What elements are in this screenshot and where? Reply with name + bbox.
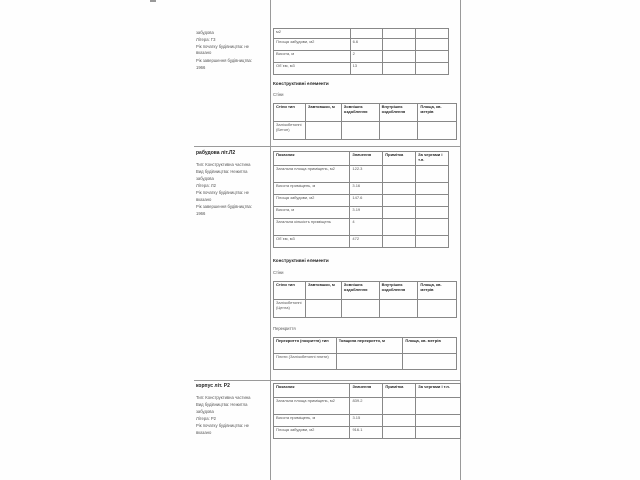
info-line: 1966 (196, 65, 206, 70)
table-header: Зовнішнє оздоблення (341, 104, 379, 122)
table-cell (336, 354, 403, 370)
info-line: Літера: Л2 (196, 183, 216, 188)
table-header: Товщина перекриття, м (336, 338, 403, 354)
table-cell (305, 300, 341, 318)
walls-label: Стіни (273, 270, 284, 275)
table-cell (418, 122, 457, 140)
table-header: Площа, кв. метрів (418, 104, 457, 122)
floors-label: Перекриття (273, 326, 296, 331)
table-cell: 916.1 (350, 427, 383, 439)
table-header: Значення (350, 152, 383, 166)
table-header: Зовнішнє оздоблення (341, 282, 379, 300)
table-cell: 6.6 (350, 39, 383, 51)
table-cell (379, 122, 418, 140)
sec2-walls-table (273, 281, 457, 318)
table-cell (418, 300, 457, 318)
table-cell: 3.16 (350, 183, 383, 195)
info-line: забудова (196, 176, 214, 181)
info-line: вказано (196, 430, 212, 435)
scan-mark (150, 0, 156, 2)
info-line: 1966 (196, 211, 206, 216)
table-header: Внутрішнє оздоблення (379, 282, 418, 300)
table-cell: м2 (274, 29, 351, 39)
table-cell: Загальна площа приміщень, м2 (274, 166, 350, 183)
table-header: За чергами і т.п. (416, 152, 449, 166)
info-line: вказано (196, 50, 212, 55)
table-cell: Висота приміщень, м (274, 183, 350, 195)
table-header: Примітка (383, 384, 416, 398)
table-header: Внутрішнє оздоблення (379, 104, 418, 122)
info-line: Літера: Р2 (196, 416, 216, 421)
table-cell: 472 (350, 236, 383, 248)
info-line: Вид будівництва: Нежитла (196, 402, 248, 407)
table-cell: Плити (Залізобетонні плити) (274, 354, 337, 370)
sec2-indicators-table (273, 151, 449, 248)
table-header: Показник (274, 152, 350, 166)
table-header: Площа, кв. метрів (403, 338, 457, 354)
info-line: забудова (196, 30, 214, 35)
table-cell: Площа забудови, м2 (274, 195, 350, 207)
table-cell: Висота приміщень, м (274, 415, 350, 427)
constructive-elements-title: Конструктивні елементи (273, 81, 329, 86)
table-header: Примітка (383, 152, 416, 166)
table-header: Завтовшки, м (305, 104, 341, 122)
constructive-elements-title: Конструктивні елементи (273, 258, 329, 263)
table-cell: Загальна площа приміщень, м2 (274, 398, 350, 415)
section-separator (194, 380, 461, 381)
table-cell: Висота, м (274, 207, 350, 219)
table-header: Значення (350, 384, 383, 398)
info-line: Рік початку будівництва: не (196, 44, 249, 49)
info-line: Рік початку будівництва: не (196, 190, 249, 195)
table-cell (350, 29, 383, 39)
table-cell: Висота, м (274, 51, 351, 63)
top-walls-table (273, 103, 457, 140)
table-cell: 122.3 (350, 166, 383, 183)
table-header: За чергами і т.п. (416, 384, 461, 398)
table-header: Стіни тип (274, 282, 306, 300)
table-cell: 13 (350, 63, 383, 75)
table-cell: Залізобетонні (Бетон) (274, 122, 306, 140)
info-line: Тип: Конструктивна частина (196, 395, 251, 400)
document-page (166, 0, 462, 480)
top-indicators-table (273, 28, 449, 75)
table-cell (341, 122, 379, 140)
table-header: Площа, кв. метрів (418, 282, 457, 300)
table-cell: 147.6 (350, 195, 383, 207)
info-line: вказано (196, 197, 212, 202)
table-cell: Залізобетонні (Цегла) (274, 300, 306, 318)
table-cell: Загальна кількість приміщень (274, 219, 350, 236)
table-cell: Об`єм, м3 (274, 236, 350, 248)
table-cell: 3.19 (350, 207, 383, 219)
info-line: Рік завершення будівництва: (196, 58, 253, 63)
sec2-floors-table (273, 337, 457, 370)
table-cell: Площа забудови, м2 (274, 39, 351, 51)
table-cell: 2 (350, 51, 383, 63)
table-header: Завтовшки, м (305, 282, 341, 300)
column-divider (270, 0, 271, 480)
info-line: Тип: Конструктивна частина (196, 162, 251, 167)
info-line: Рік завершення будівництва: (196, 204, 253, 209)
table-cell (305, 122, 341, 140)
table-header: Показник (274, 384, 350, 398)
sec3-indicators-table (273, 383, 461, 439)
table-cell: 839.2 (350, 398, 383, 415)
info-line: забудова (196, 409, 214, 414)
table-cell (403, 354, 457, 370)
table-cell (341, 300, 379, 318)
section-title: корпус літ. Р2 (196, 383, 230, 389)
table-cell: 4 (350, 219, 383, 236)
info-line: Літера: Г3 (196, 37, 216, 42)
table-header: Перекриття (покриття) тип (274, 338, 337, 354)
info-line: Вид будівництва: Нежитла (196, 169, 248, 174)
table-cell: 3.15 (350, 415, 383, 427)
section-separator (194, 146, 461, 147)
table-cell: Площа забудови, м2 (274, 427, 350, 439)
table-header: Стіни тип (274, 104, 306, 122)
info-line: Рік початку будівництва: не (196, 423, 249, 428)
section-title: рабудова літ.Л2 (196, 150, 236, 156)
table-cell: Об`єм, м3 (274, 63, 351, 75)
table-cell (379, 300, 418, 318)
walls-label: Стіни (273, 92, 284, 97)
